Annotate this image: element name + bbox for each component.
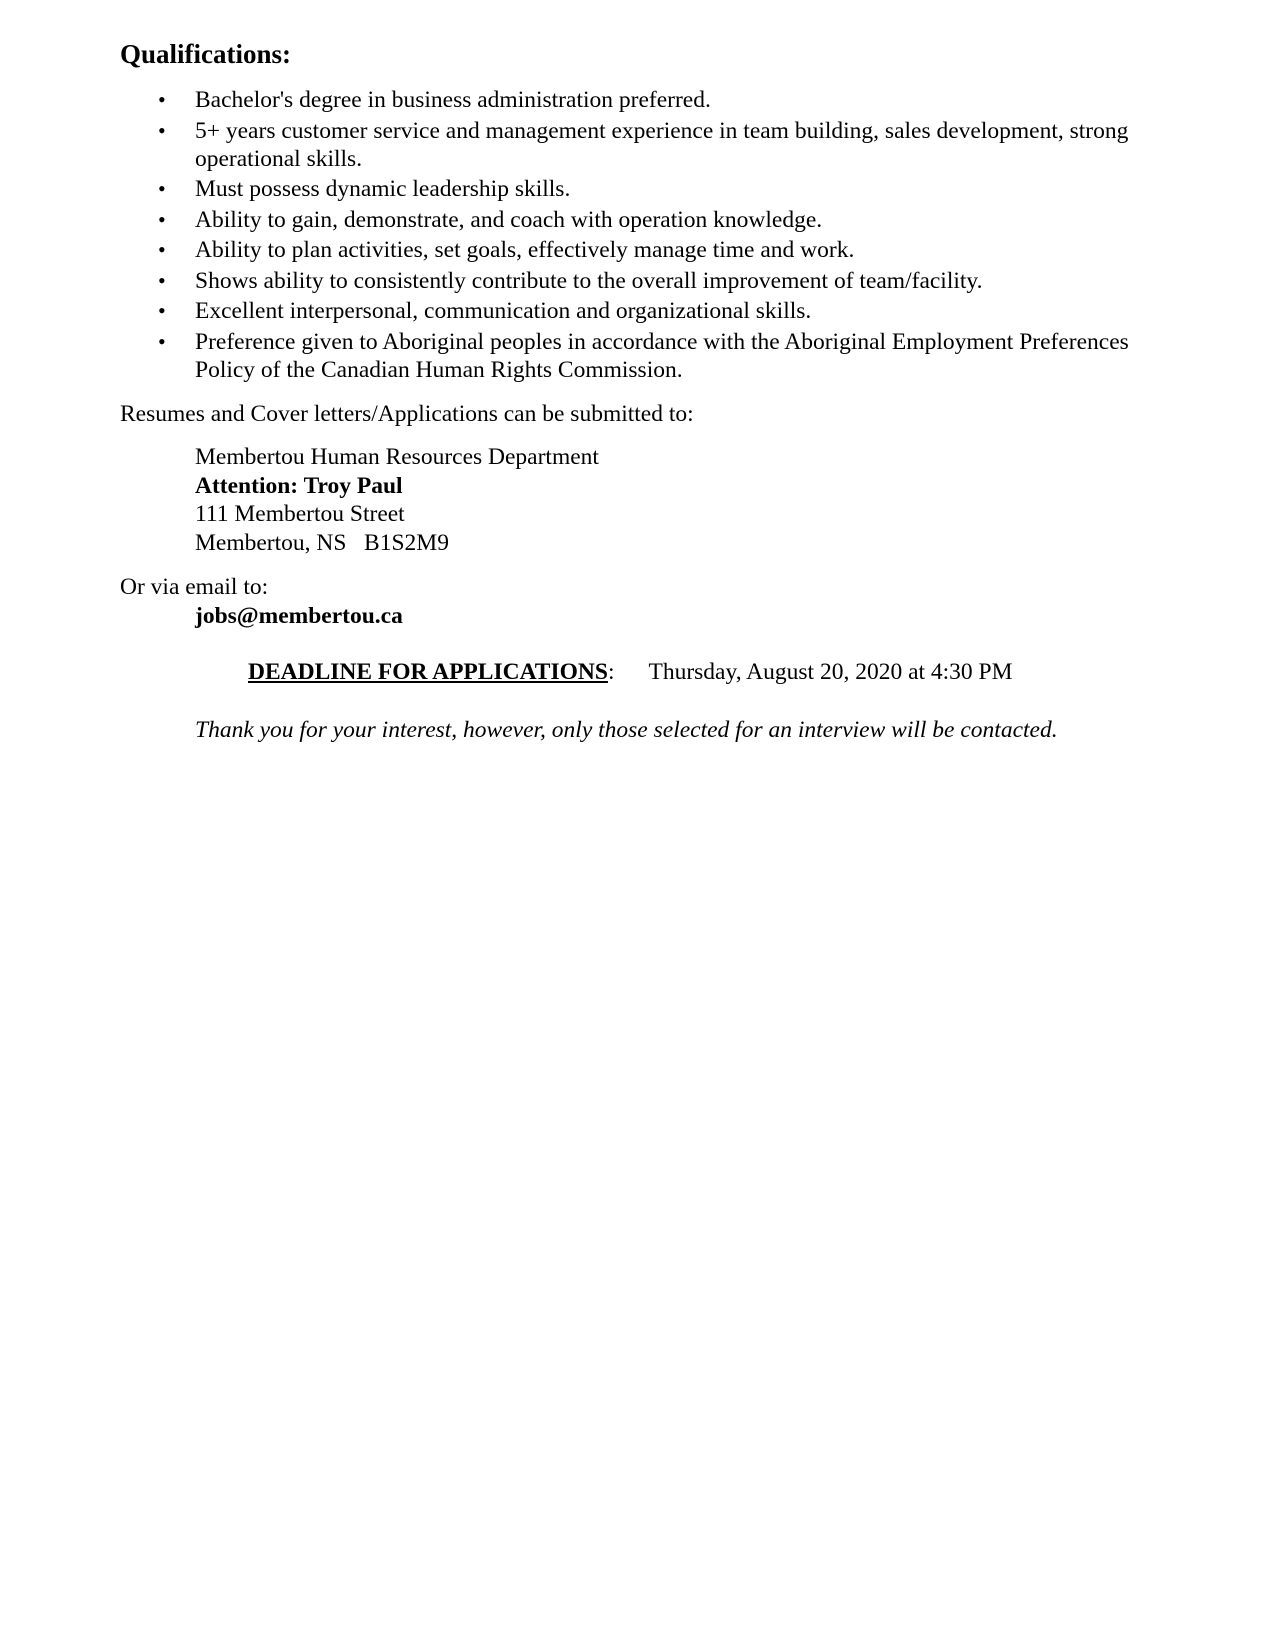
address-attention: Attention: Troy Paul — [195, 472, 403, 499]
list-item — [120, 297, 1130, 325]
qualifications-list — [120, 86, 1130, 386]
qualifications-heading: Qualifications: — [120, 39, 292, 69]
bullet-icon: • — [158, 328, 166, 354]
address-city: Membertou, NS B1S2M9 — [195, 529, 449, 556]
list-item-text: 5+ years customer service and management experience in team building, sales development, strong operational skills. — [195, 117, 1129, 172]
deadline-line — [248, 658, 1013, 686]
email-intro: Or via email to: — [120, 574, 269, 600]
bullet-icon: • — [158, 206, 166, 232]
list-item — [120, 328, 1130, 384]
bullet-icon: • — [158, 117, 166, 143]
address-department: Membertou Human Resources Department — [195, 444, 599, 470]
deadline-date: Thursday, August 20, 2020 at 4:30 PM — [648, 659, 1013, 685]
email-address-link[interactable]: jobs@membertou.ca — [195, 603, 403, 629]
list-item-text: Shows ability to consistently contribute to the overall improvement of team/facility. — [195, 267, 983, 294]
address-street: 111 Membertou Street — [195, 501, 405, 527]
list-item-text: Ability to gain, demonstrate, and coach with operation knowledge. — [195, 206, 823, 233]
list-item-text: Must possess dynamic leadership skills. — [195, 176, 571, 202]
closing-note: Thank you for your interest, however, only those selected for an interview will be contacted. — [195, 717, 1058, 743]
list-item-text: Ability to plan activities, set goals, effectively manage time and work. — [195, 237, 855, 263]
deadline-colon: : — [607, 659, 615, 685]
list-item — [120, 117, 1130, 173]
list-item — [120, 206, 1130, 234]
bullet-icon: • — [158, 176, 166, 201]
list-item — [120, 175, 1130, 203]
list-item — [120, 86, 1130, 114]
list-item-text: Bachelor's degree in business administration preferred. — [195, 87, 711, 113]
list-item — [120, 267, 1130, 295]
bullet-icon: • — [158, 237, 166, 262]
list-item-text: Preference given to Aboriginal peoples in accordance with the Aboriginal Employment Preferences Policy of the Canadian Human Rights Commission. — [195, 328, 1129, 383]
bullet-icon: • — [158, 87, 166, 112]
submission-intro: Resumes and Cover letters/Applications can be submitted to: — [120, 401, 694, 427]
bullet-icon: • — [158, 298, 166, 323]
list-item — [120, 236, 1130, 264]
mailing-address — [195, 443, 599, 557]
deadline-label: DEADLINE FOR APPLICATIONS — [248, 659, 608, 685]
list-item-text: Excellent interpersonal, communication and organizational skills. — [195, 298, 812, 324]
bullet-icon: • — [158, 267, 166, 293]
